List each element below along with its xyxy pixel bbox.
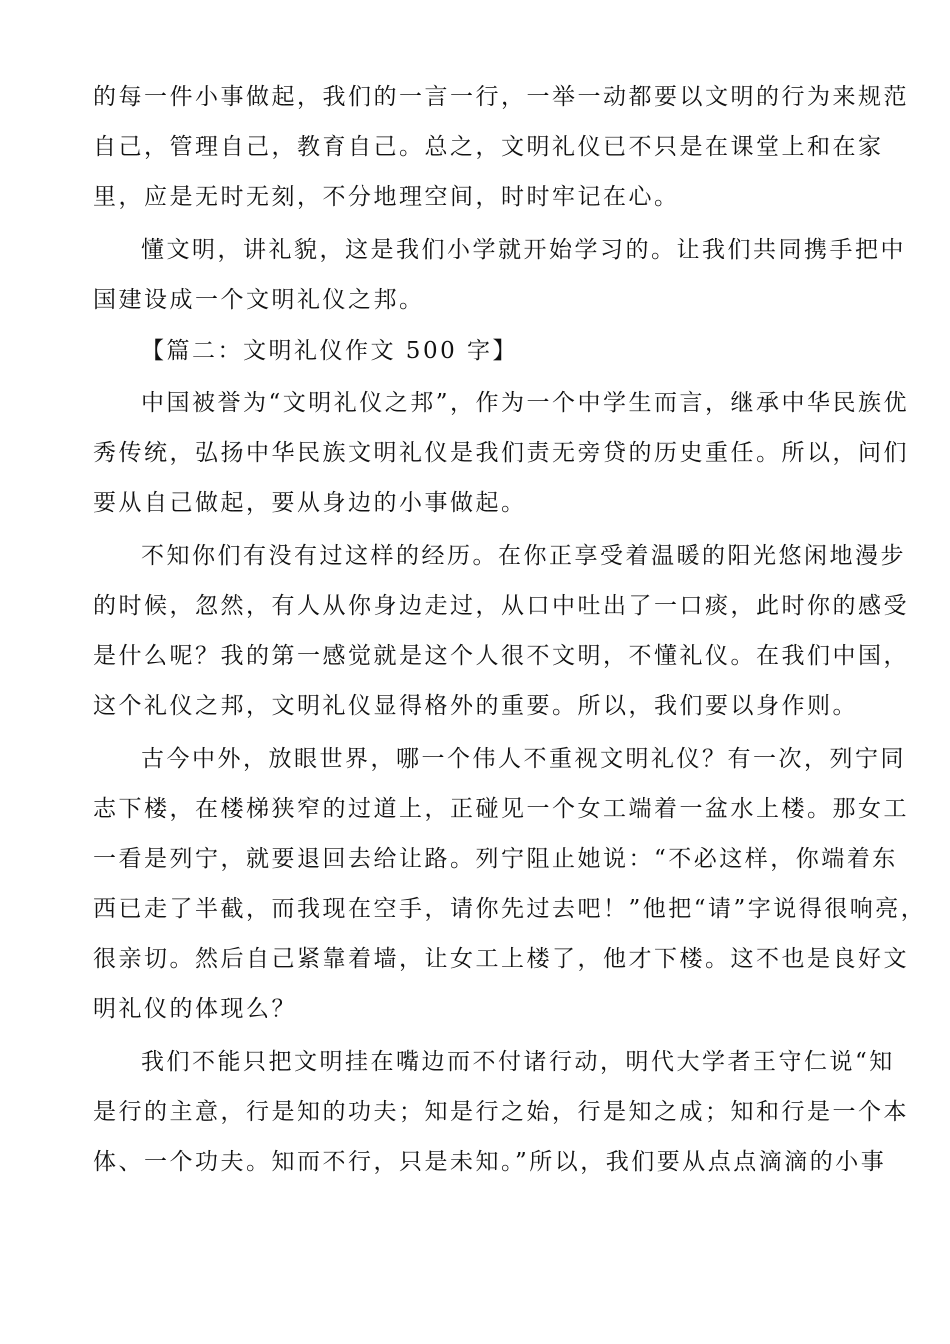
text-line: 古今中外，放眼世界，哪一个伟人不重视文明礼仪？有一次，列宁同 [141, 746, 906, 772]
text-line: 体、一个功夫。知而不行，只是未知。”所以，我们要从点点滴滴的小事 [93, 1149, 887, 1175]
text-line: 要从自己做起，要从身边的小事做起。 [93, 490, 527, 516]
text-line: 西已走了半截，而我现在空手，请你先过去吧！”他把“请”字说得很响亮， [93, 896, 927, 922]
text-line: 的时候，忽然，有人从你身边走过，从口中吐出了一口痰，此时你的感受 [93, 593, 909, 619]
text-line: 自己，管理自己，教育自己。总之，文明礼仪已不只是在课堂上和在家 [93, 134, 884, 160]
text-line: 明礼仪的体现么？ [93, 996, 297, 1022]
text-line: 秀传统，弘扬中华民族文明礼仪是我们责无旁贷的历史重任。所以，问们 [93, 440, 909, 466]
text-line: 我们不能只把文明挂在嘴边而不付诸行动，明代大学者王守仁说“知 [141, 1049, 895, 1075]
text-line: 中国被誉为“文明礼仪之邦”，作为一个中学生而言，继承中华民族优 [141, 390, 910, 416]
text-line: 里，应是无时无刻，不分地理空间，时时牢记在心。 [93, 184, 680, 210]
text-line: 国建设成一个文明礼仪之邦。 [93, 287, 425, 313]
text-line: 很亲切。然后自己紧靠着墙，让女工上楼了，他才下楼。这不也是良好文 [93, 946, 909, 972]
text-line: 不知你们有没有过这样的经历。在你正享受着温暖的阳光悠闲地漫步 [141, 543, 906, 569]
section-heading: 【篇二：文明礼仪作文 500 字】 [141, 338, 519, 364]
text-line: 志下楼，在楼梯狭窄的过道上，正碰见一个女工端着一盆水上楼。那女工 [93, 796, 909, 822]
text-line: 是行的主意，行是知的功夫；知是行之始，行是知之成；知和行是一个本 [93, 1099, 909, 1125]
text-line: 的每一件小事做起，我们的一言一行，一举一动都要以文明的行为来规范 [93, 84, 909, 110]
text-line: 懂文明，讲礼貌，这是我们小学就开始学习的。让我们共同携手把中 [141, 237, 906, 263]
text-line: 一看是列宁，就要退回去给让路。列宁阻止她说：“不必这样，你端着东 [93, 846, 898, 872]
text-line: 是什么呢？我的第一感觉就是这个人很不文明，不懂礼仪。在我们中国， [93, 643, 909, 669]
text-line: 这个礼仪之邦，文明礼仪显得格外的重要。所以，我们要以身作则。 [93, 693, 858, 719]
